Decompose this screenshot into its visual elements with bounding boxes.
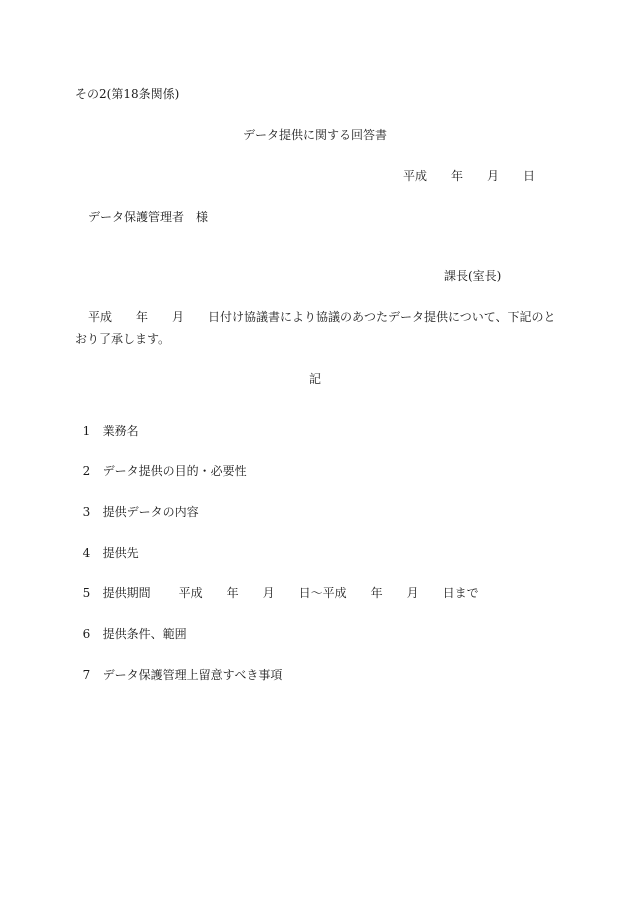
item-number: 7 <box>82 668 91 682</box>
sender-title: 課長(室長) <box>444 269 502 283</box>
item-label: データ保護管理上留意すべき事項 <box>102 668 283 682</box>
list-item-recipient <box>75 535 139 559</box>
body-text-line-2: おり了承します。 <box>75 332 171 346</box>
item-number: 5 <box>82 586 91 600</box>
list-item-protection-notes <box>75 657 282 681</box>
item-label: 業務名 <box>102 424 139 438</box>
period-detail: 平成 年 月 日～平成 年 月 日まで <box>178 586 479 600</box>
item-label: 提供期間 <box>102 586 151 600</box>
item-number: 3 <box>82 505 91 519</box>
date-line: 平成 年 月 日 <box>403 169 536 183</box>
item-number: 4 <box>82 546 91 560</box>
list-item-period <box>75 575 479 599</box>
item-label: 提供データの内容 <box>102 505 199 519</box>
item-number: 2 <box>82 464 91 478</box>
item-number: 1 <box>82 424 91 438</box>
item-label: 提供先 <box>102 546 139 560</box>
item-label: 提供条件、範囲 <box>102 627 187 641</box>
addressee: データ保護管理者 様 <box>88 210 209 224</box>
list-item-conditions <box>75 616 187 640</box>
item-number: 6 <box>82 627 91 641</box>
ki-heading: 記 <box>308 372 321 386</box>
document-title: データ提供に関する回答書 <box>242 128 387 142</box>
list-item-business-name <box>75 413 139 437</box>
form-number-header: その2(第18条関係) <box>75 87 180 101</box>
list-item-purpose <box>75 453 247 477</box>
list-item-data-content <box>75 494 199 518</box>
body-text-line-1: 平成 年 月 日付け協議書により協議のあつたデータ提供について、下記のと <box>88 310 556 324</box>
item-label: データ提供の目的・必要性 <box>102 464 247 478</box>
